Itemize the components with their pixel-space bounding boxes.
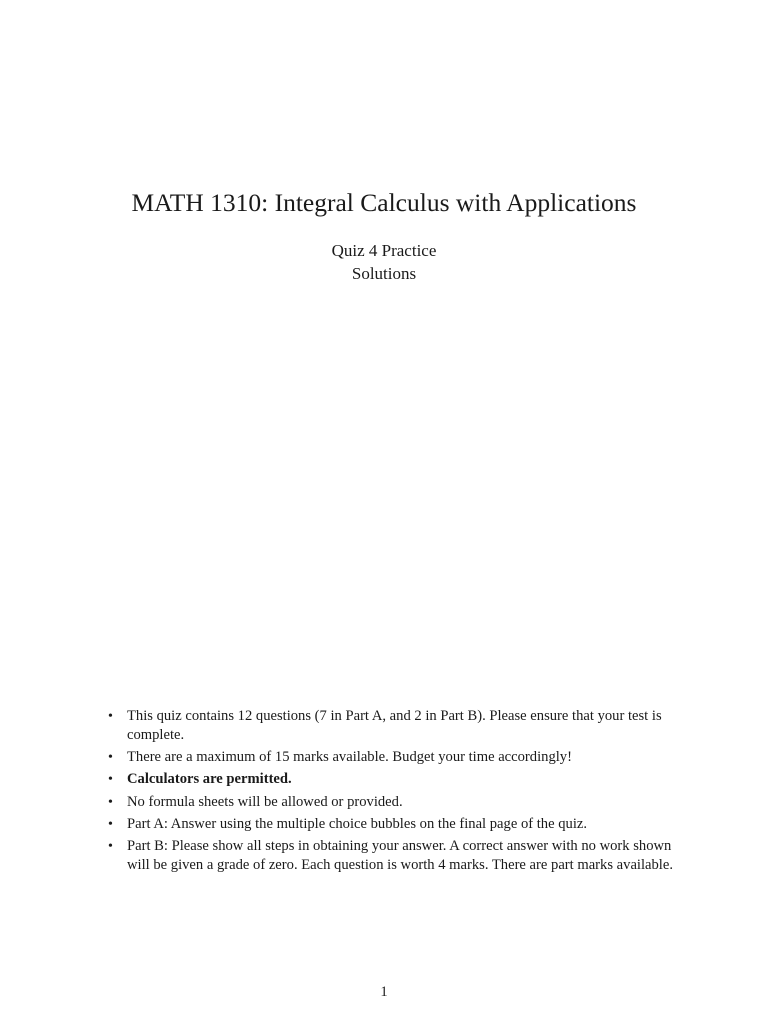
instruction-item [108,770,680,789]
instruction-text: This quiz contains 12 questions (7 in Part A, and 2 in Part B). Please ensure that your test is complete. [127,708,662,743]
instruction-text: Calculators are permitted. [127,771,292,788]
page-number: 1 [380,984,388,1000]
bullet-icon: • [108,709,113,724]
solutions-subtitle: Solutions [351,264,417,283]
instruction-item [108,707,680,745]
document-title: MATH 1310: Integral Calculus with Applications [131,188,637,217]
instruction-item [108,793,680,812]
instruction-item [108,748,680,767]
instructions-list [108,707,680,878]
instruction-text: Part A: Answer using the multiple choice bubbles on the final page of the quiz. [127,815,588,832]
bullet-icon: • [108,816,113,832]
bullet-icon: • [108,750,113,766]
instruction-text: Part B: Please show all steps in obtaining your answer. A correct answer with no work shown will be given a grade of zero. Each question is worth 4 marks. There are part marks available. [127,837,673,873]
quiz-subtitle: Quiz 4 Practice [331,241,437,260]
bullet-icon: • [108,794,113,810]
instruction-text: There are a maximum of 15 marks available. Budget your time accordingly! [127,749,572,766]
instruction-item [108,815,680,834]
bullet-icon: • [108,838,113,854]
bullet-icon: • [108,772,113,788]
instruction-text: No formula sheets will be allowed or provided. [127,793,403,810]
instruction-item [108,837,680,875]
